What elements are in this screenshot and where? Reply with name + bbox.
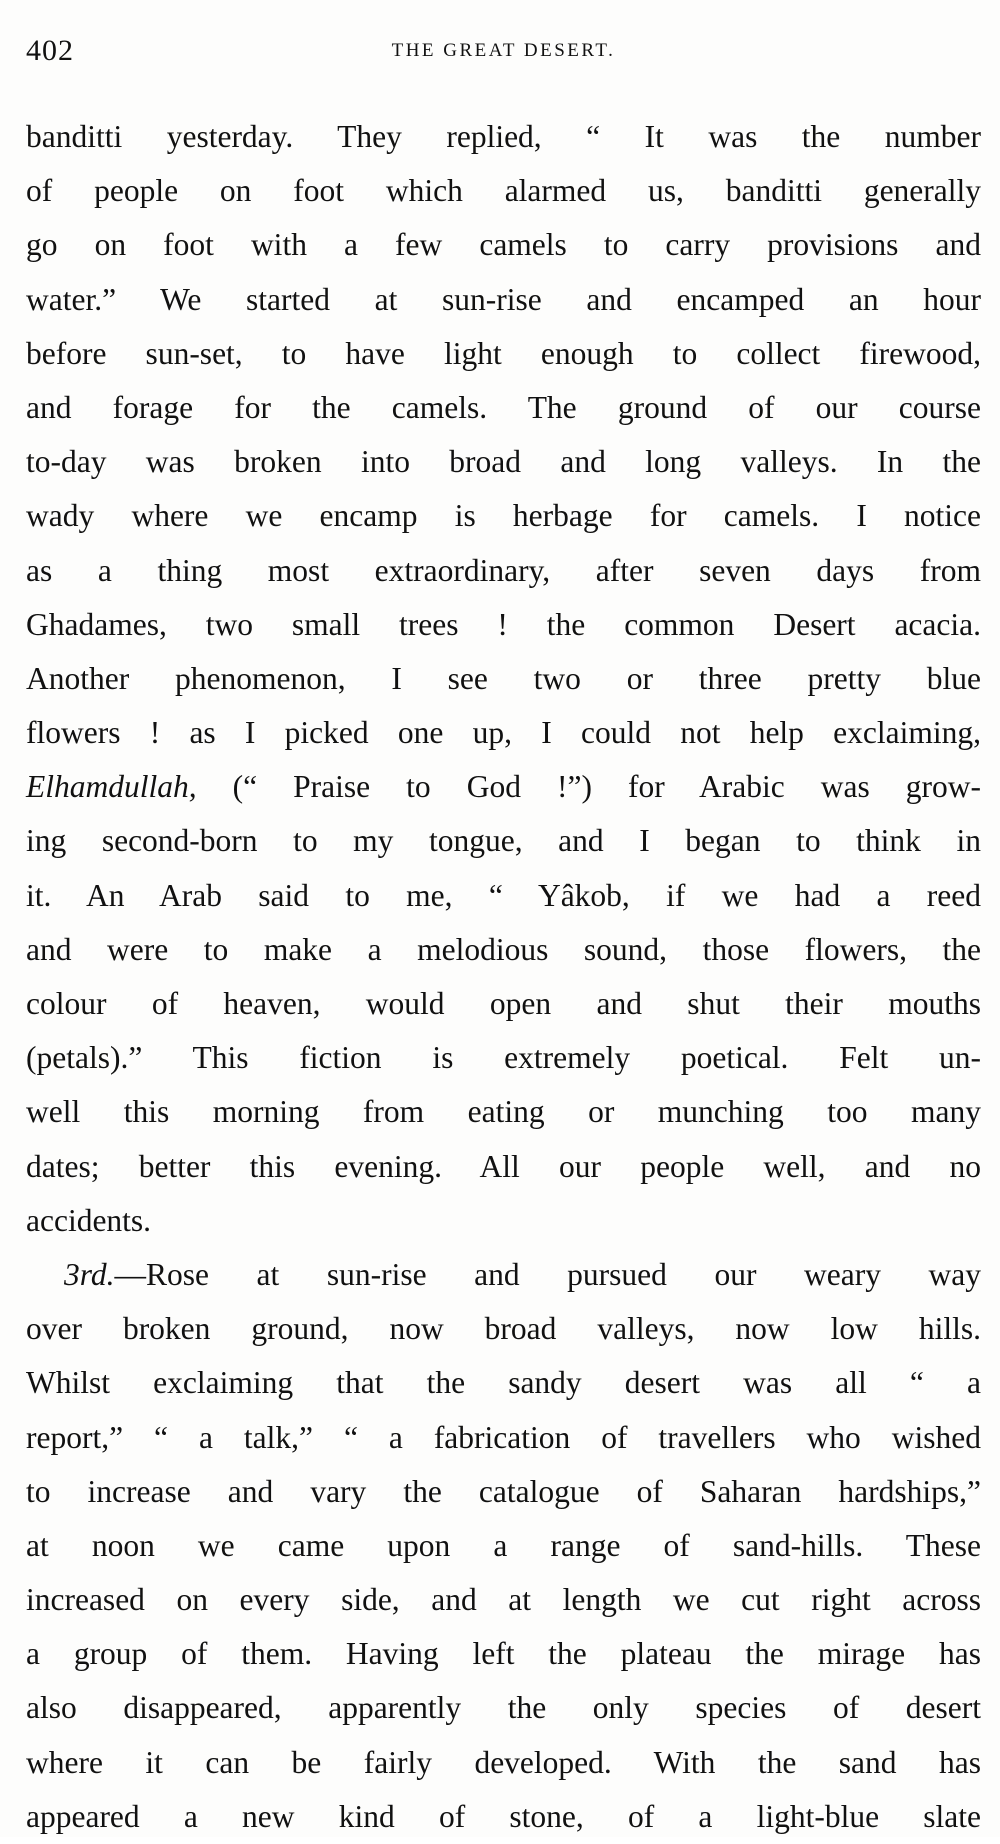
text-segment: —Rose at sun-rise and pursued our weary way — [114, 1256, 981, 1292]
text-line: as a thing most extraordinary, after seven days from — [26, 552, 981, 588]
text-line: to increase and vary the catalogue of Saharan hardships,” — [26, 1473, 981, 1509]
text-line-last: accidents. — [26, 1202, 152, 1238]
text-line: (petals).” This fiction is extremely poetical. Felt un- — [26, 1040, 981, 1076]
text-line: Whilst exclaiming that the sandy desert was all “ a — [26, 1365, 981, 1401]
text-line: go on foot with a few camels to carry provisions and — [26, 227, 981, 263]
text-line: report,” “ a talk,” “ a fabrication of travellers who wished — [26, 1419, 981, 1455]
page-number: 402 — [26, 34, 74, 67]
text-line: Another phenomenon, I see two or three pretty blue — [26, 660, 981, 696]
text-line: banditti yesterday. They replied, “ It was the number — [26, 119, 981, 154]
body-text — [26, 110, 981, 1844]
text-line: and forage for the camels. The ground of our course — [26, 389, 981, 425]
text-line: where it can be fairly developed. With the sand has — [26, 1744, 981, 1780]
text-line: over broken ground, now broad valleys, now low hills. — [26, 1311, 981, 1347]
text-line: flowers ! as I picked one up, I could not help exclaiming, — [26, 715, 981, 751]
text-line: to-day was broken into broad and long valleys. In the — [26, 444, 981, 480]
text-line: wady where we encamp is herbage for camels. I notice — [26, 498, 981, 534]
text-line-mixed — [26, 1248, 981, 1302]
text-line: well this morning from eating or munching too many — [26, 1094, 981, 1130]
page-header — [26, 34, 981, 74]
text-line: appeared a new kind of stone, of a light-blue slate — [26, 1798, 981, 1834]
text-line: at noon we came upon a range of sand-hills. These — [26, 1527, 981, 1563]
text-line: it. An Arab said to me, “ Yâkob, if we had a reed — [26, 877, 981, 913]
text-line: also disappeared, apparently the only species of desert — [26, 1690, 981, 1726]
text-segment: (“ Praise to God !”) for Arabic was grow- — [196, 769, 981, 805]
text-line: Ghadames, two small trees ! the common Desert acacia. — [26, 606, 981, 642]
text-line: increased on every side, and at length we cut right across — [26, 1582, 981, 1618]
text-line: colour of heaven, would open and shut their mouths — [26, 986, 981, 1021]
text-line: ing second-born to my tongue, and I began to think in — [26, 823, 981, 859]
italic-date: 3rd. — [64, 1256, 115, 1292]
text-line-mixed — [26, 760, 981, 814]
text-line: and were to make a melodious sound, those flowers, the — [26, 931, 981, 967]
text-line: water.” We started at sun-rise and encamped an hour — [26, 281, 981, 317]
text-line: dates; better this evening. All our people well, and no — [26, 1148, 981, 1184]
text-line: before sun-set, to have light enough to collect firewood, — [26, 335, 981, 371]
running-title: THE GREAT DESERT. — [391, 40, 616, 61]
text-line: of people on foot which alarmed us, banditti generally — [26, 173, 981, 209]
italic-word: Elhamdullah, — [26, 769, 197, 805]
text-line: a group of them. Having left the plateau the mirage has — [26, 1636, 981, 1672]
